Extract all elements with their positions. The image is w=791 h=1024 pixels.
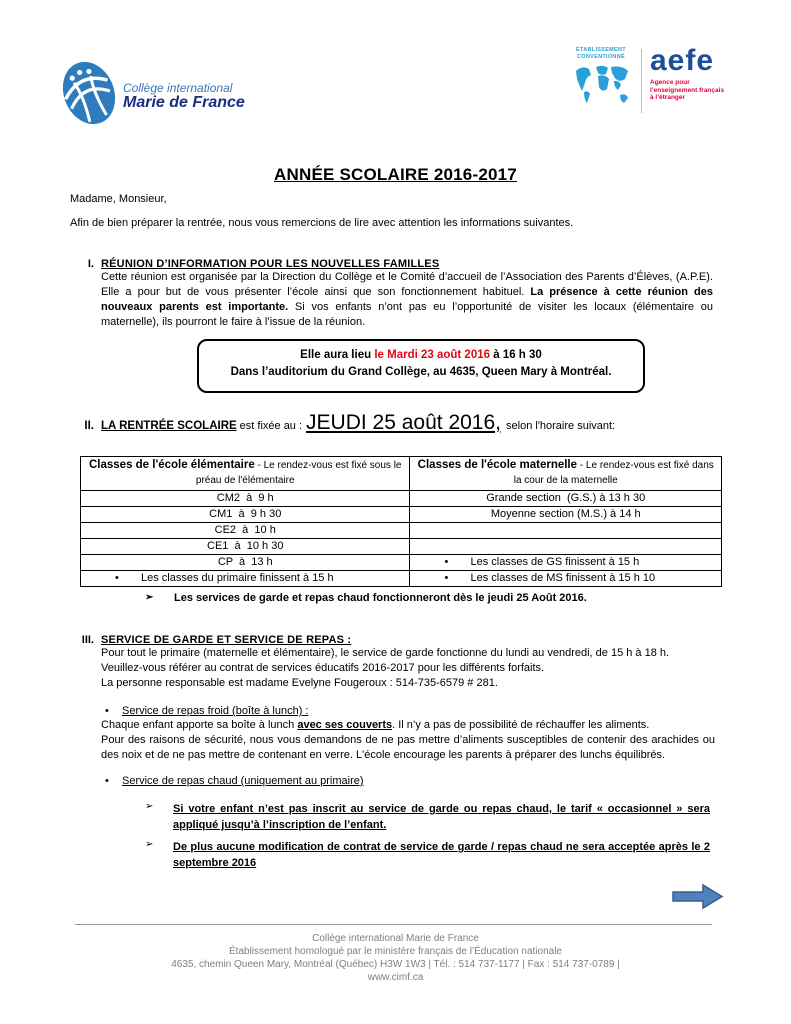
page-title: ANNÉE SCOLAIRE 2016-2017 — [274, 165, 517, 184]
section-2-mid: est fixée au : — [239, 420, 303, 432]
table-row — [81, 523, 722, 539]
repas-froid-paragraph — [101, 718, 715, 763]
section-3-p2: Veuillez-vous référer au contrat de services éducatifs 2016-2017 pour les différents forfaits. — [101, 662, 545, 674]
table-cell — [410, 539, 722, 555]
table-row — [81, 571, 722, 587]
cimf-logo-line2: Marie de France — [123, 94, 245, 111]
table-row — [81, 507, 722, 523]
blue-arrow-icon — [672, 883, 724, 913]
schedule-table-body — [81, 491, 722, 587]
aefe-logo-right — [646, 44, 725, 119]
col1-header-rest: - Le rendez-vous est fixé sous le préau de l'élémentaire — [195, 460, 402, 486]
cimf-logo-text — [123, 82, 245, 111]
modification-note — [145, 839, 711, 871]
footer-line3: 4635, chemin Queen Mary, Montréal (Québec) H3W 1W3 | Tél. : 514 737-1177 | Fax : 514 737-0789 | — [171, 959, 620, 970]
meeting-info-post: à 16 h 30 — [490, 349, 542, 361]
tarif-note-text: Si votre enfant n’est pas inscrit au service de garde ou repas chaud, le tarif « occasionnel » sera appliqué jusqu’à l’inscription de l’enfant. — [173, 803, 710, 831]
rentree-date: JEUDI 25 août 2016, — [306, 411, 502, 434]
repas-froid-heading-text: Service de repas froid (boîte à lunch) : — [122, 705, 309, 717]
table-cell: • Les classes du primaire finissent à 15 h — [81, 571, 410, 587]
meeting-info-line1 — [199, 347, 643, 364]
bullet-icon: • — [444, 572, 449, 584]
meeting-info-box — [197, 339, 645, 393]
aefe-tagline-line1: Agence pour — [650, 79, 690, 86]
aefe-tagline — [650, 79, 724, 102]
table-cell: CM2 à 9 h — [81, 491, 410, 507]
section-2-line — [72, 412, 716, 433]
col2-header-bold: Classes de l'école maternelle — [417, 459, 578, 471]
tarif-note — [145, 801, 711, 833]
bullet-icon: • — [444, 556, 449, 568]
section-1-header — [72, 258, 716, 270]
table-cell — [410, 523, 722, 539]
table-cell: • Les classes de GS finissent à 15 h — [410, 555, 722, 571]
aefe-logo-left — [563, 47, 639, 119]
arrow-bullet-icon: ➢ — [145, 801, 154, 812]
section-1-numeral: I. — [87, 258, 94, 270]
footer-line2: Établissement homologué par le ministère français de l’Éducation nationale — [229, 946, 562, 957]
section-2 — [72, 412, 716, 433]
table-row — [81, 539, 722, 555]
footer — [0, 932, 791, 984]
section-3-p3: La personne responsable est madame Evelyne Fougeroux : 514-735-6579 # 281. — [101, 677, 498, 689]
repas-froid-p1-bold: avec ses couverts — [297, 719, 393, 731]
section-3 — [72, 634, 716, 871]
meeting-date-red: le Mardi 23 août 2016 — [374, 349, 491, 361]
repas-froid-p2: Pour des raisons de sécurité, nous vous demandons de ne pas mettre d’aliments susceptibles de contenir des arachides ou des noix et de ne pas mettre de contenant en verre. L'école encourage les parents à préparer des lunchs équilibrés. — [101, 734, 715, 761]
section-2-heading: LA RENTRÉE SCOLAIRE — [101, 420, 237, 432]
cimf-logo — [57, 56, 247, 128]
intro-paragraph: Afin de bien préparer la rentrée, nous vous remercions de lire avec attention les informations suivantes. — [70, 217, 574, 229]
aefe-tagline-line3: à l’étranger — [650, 94, 686, 101]
table-row — [81, 491, 722, 507]
bullet-icon: • — [115, 572, 119, 584]
schedule-col1-header — [81, 457, 410, 491]
aefe-logo-divider — [641, 49, 642, 113]
garde-note-text: Les services de garde et repas chaud fonctionneront dès le jeudi 25 Août 2016. — [174, 592, 587, 604]
aefe-caption-line1: ÉTABLISSEMENT — [576, 47, 626, 53]
section-1-body-pre: Cette réunion est organisée par la Direction du Collège et le Comité d’accueil de l’Association des Parents d’Élèves, (A.P.E). Elle a pour but de vous présenter l’école ainsi que son fonctionnement habituel. — [101, 271, 713, 298]
section-2-numeral: II. — [84, 420, 94, 432]
section-3-body — [101, 646, 713, 691]
bullet-icon: • — [105, 775, 109, 787]
repas-chaud-heading-text: Service de repas chaud (uniquement au primaire) — [122, 775, 364, 787]
arrow-bullet-icon: ➢ — [145, 839, 154, 850]
meeting-info-line2: Dans l’auditorium du Grand Collège, au 4635, Queen Mary à Montréal. — [230, 366, 612, 378]
salutation: Madame, Monsieur, — [70, 193, 167, 205]
modification-note-text: De plus aucune modification de contrat de service de garde / repas chaud ne sera acceptée après le 2 septembre 2016 — [173, 841, 710, 869]
section-1-heading: RÉUNION D’INFORMATION POUR LES NOUVELLES FAMILLES — [101, 258, 440, 270]
bullet-icon: • — [105, 705, 109, 717]
footer-line1: Collège international Marie de France — [312, 933, 479, 944]
table-cell: Grande section (G.S.) à 13 h 30 — [410, 491, 722, 507]
section-2-tail: selon l'horaire suivant: — [506, 420, 616, 432]
section-3-p1: Pour tout le primaire (maternelle et élémentaire), le service de garde fonctionne du lundi au vendredi, de 15 h à 18 h. — [101, 647, 670, 659]
meeting-info-pre: Elle aura lieu — [300, 349, 375, 361]
col1-header-bold: Classes de l'école élémentaire — [88, 459, 255, 471]
world-map-icon — [570, 102, 632, 114]
section-1 — [72, 258, 716, 330]
aefe-logo — [563, 44, 741, 119]
repas-froid-heading — [105, 705, 716, 717]
table-cell: Moyenne section (M.S.) à 14 h — [410, 507, 722, 523]
section-1-body-bold: La présence à cette réunion des nouveaux parents est importante. — [101, 286, 713, 313]
col2-header-rest: - Le rendez-vous est fixé dans la cour de la maternelle — [513, 460, 714, 486]
cimf-logo-line1: Collège international — [123, 81, 233, 95]
aefe-wordmark: aefe — [650, 44, 715, 77]
footer-divider — [75, 924, 712, 925]
repas-chaud-heading — [105, 775, 716, 787]
section-3-heading: SERVICE DE GARDE ET SERVICE DE REPAS : — [101, 634, 352, 646]
schedule-header-row — [81, 457, 722, 491]
table-cell: CP à 13 h — [81, 555, 410, 571]
section-1-body-post: Si vos enfants n’ont pas eu l’opportunité de visiter les locaux (élémentaire ou maternelle), ils pourront le faire à l’issue de la réunion. — [101, 301, 713, 328]
arrow-bullet-icon: ➢ — [145, 592, 154, 603]
aefe-caption-line2: CONVENTIONNÉ — [577, 53, 625, 60]
table-cell: CM1 à 9 h 30 — [81, 507, 410, 523]
aefe-tagline-line2: l’enseignement français — [650, 86, 725, 94]
schedule-col2-header — [410, 457, 722, 491]
schedule-table — [80, 456, 722, 587]
table-cell: CE2 à 10 h — [81, 523, 410, 539]
repas-froid-p1-post: . Il n’y a pas de possibilité de réchauffer les aliments. — [392, 719, 650, 731]
section-3-header — [72, 634, 716, 646]
section-3-numeral: III. — [81, 634, 94, 646]
garde-note — [145, 592, 587, 604]
section-1-body — [101, 270, 713, 330]
table-cell: • Les classes de MS finissent à 15 h 10 — [410, 571, 722, 587]
repas-froid-p1-pre: Chaque enfant apporte sa boîte à lunch — [101, 719, 298, 731]
table-row — [81, 555, 722, 571]
table-cell: CE1 à 10 h 30 — [81, 539, 410, 555]
footer-website: www.cimf.ca — [367, 972, 424, 983]
